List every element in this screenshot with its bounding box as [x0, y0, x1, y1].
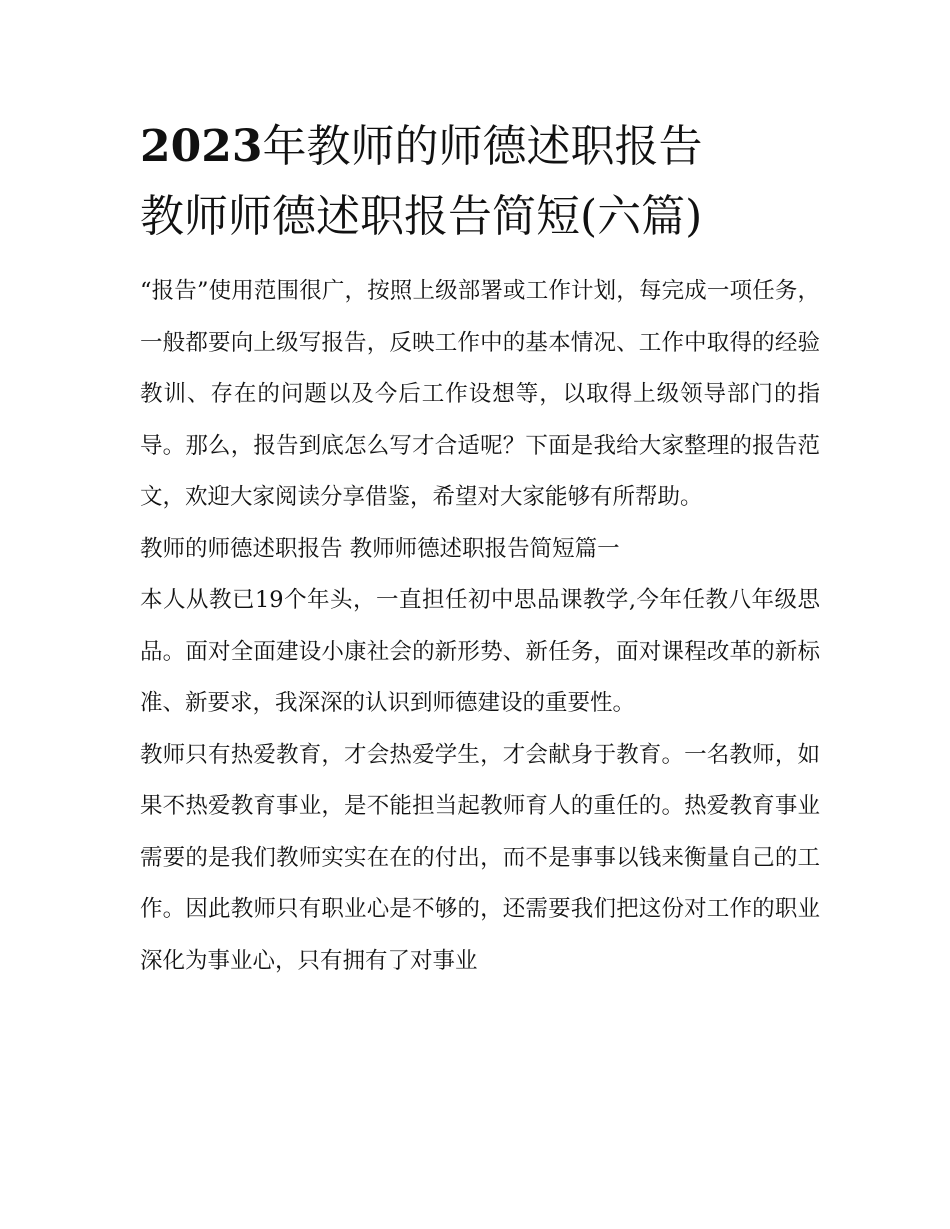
intro-paragraph: “报告”使用范围很广，按照上级部署或工作计划，每完成一项任务，一般都要向上级写报告，反映工作中的基本情况、工作中取得的经验教训、存在的问题以及今后工作设想等，以取得上级领导部门的指导。那么，报告到底怎么写才合适呢？下面是我给大家整理的报告范文，欢迎大家阅读分享借鉴，希望对大家能够有所帮助。 [140, 278, 820, 510]
title-year: 2023 [140, 121, 263, 172]
title-line2: 教师师德述职报告简短(六篇) [140, 191, 703, 242]
document-title [140, 112, 820, 252]
document-body [140, 266, 820, 987]
title-line1-text: 年教师的师德述职报告 [262, 121, 703, 172]
body-paragraph-1: 本人从教已19个年头，一直担任初中思品课教学,今年任教八年级思品。面对全面建设小康社会的新形势、新任务，面对课程改革的新标准、新要求，我深深的认识到师德建设的重要性。 [140, 587, 820, 716]
document-page [140, 112, 820, 987]
body-paragraph-2: 教师只有热爱教育，才会热爱学生，才会献身于教育。一名教师，如果不热爱教育事业，是不能担当起教师育人的重任的。热爱教育事业需要的是我们教师实实在在的付出，而不是事事以钱来衡量自己的工作。因此教师只有职业心是不够的，还需要我们把这份对工作的职业深化为事业心，只有拥有了对事业 [140, 741, 820, 974]
section-heading: 教师的师德述职报告 教师师德述职报告简短篇一 [140, 535, 620, 562]
